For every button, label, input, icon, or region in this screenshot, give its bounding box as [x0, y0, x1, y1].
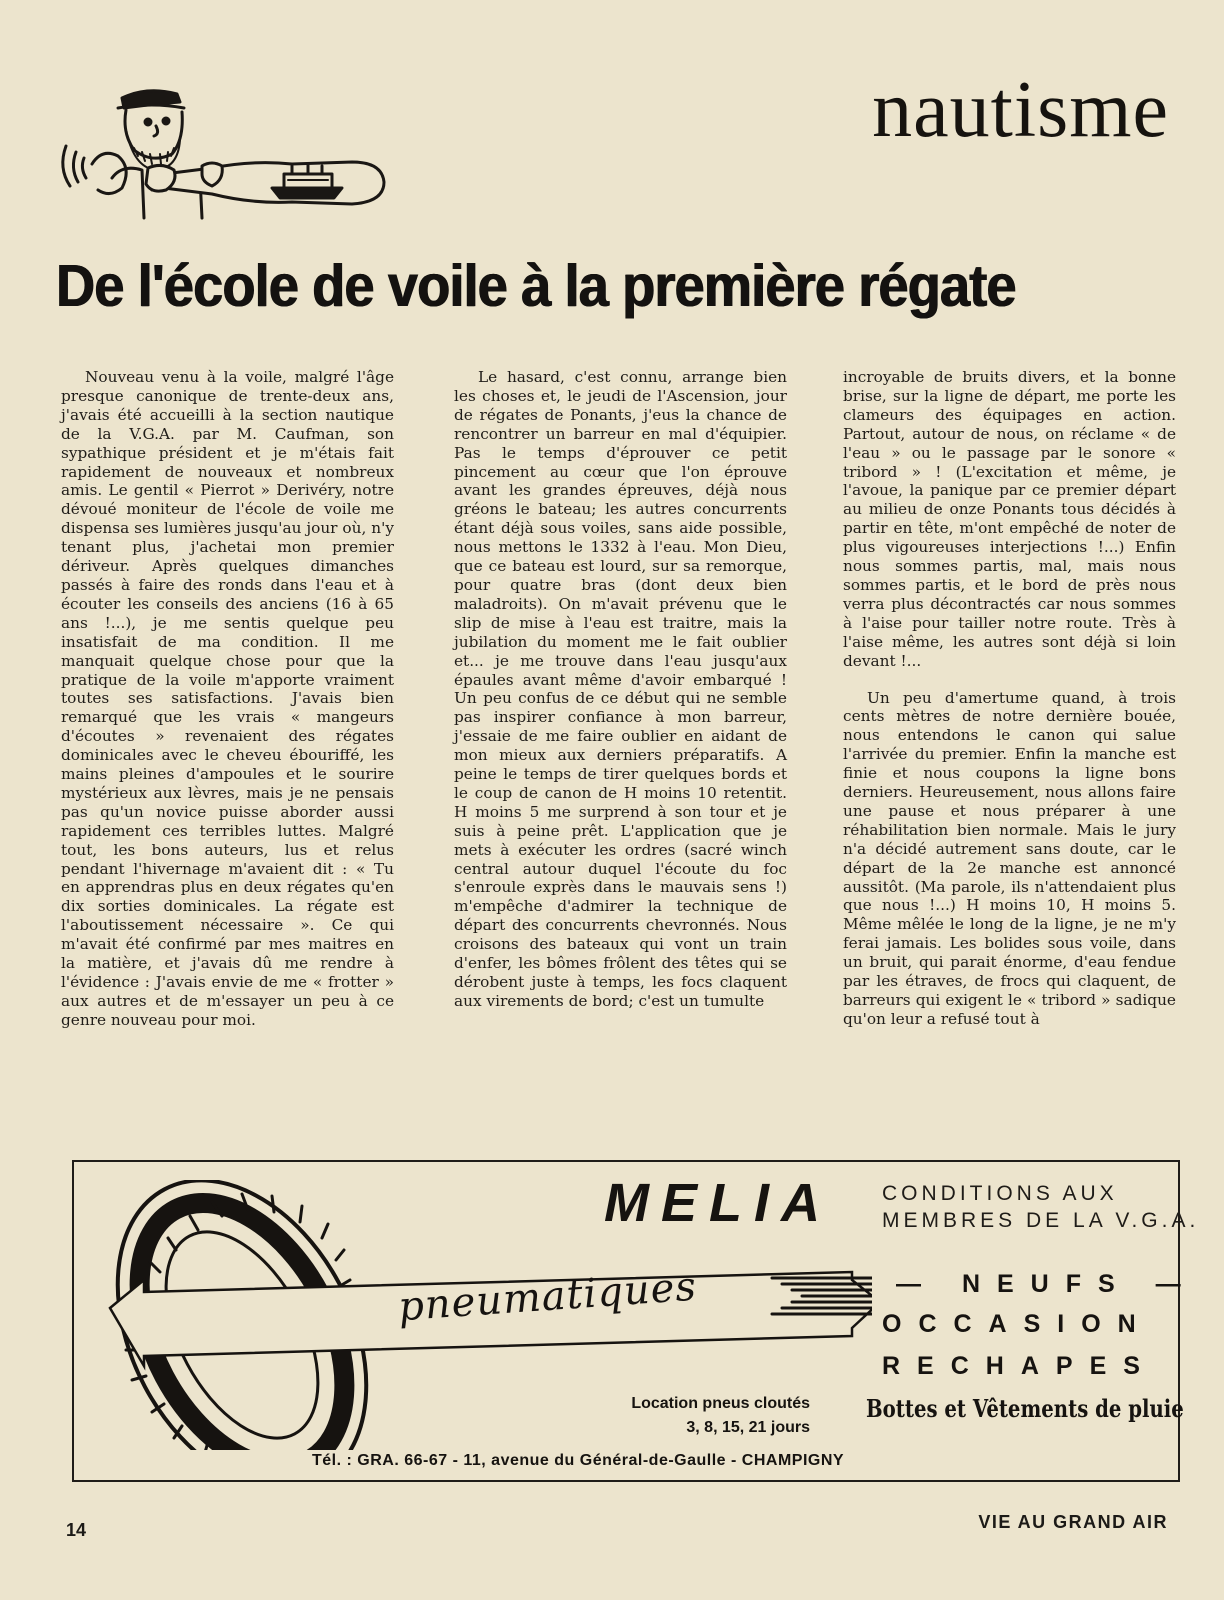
rental-info: [570, 1392, 810, 1440]
paragraph: Nouveau venu à la voile, malgré l'âge presque canonique de trente-deux ans, j'avais été accueilli à la section nautique de la V.G.A. par M. Caufman, son sypathique président et je m'étais fait rapidement de nouveaux et nombreux amis. Le gentil « Pierrot » Derivéry, notre dévoué moniteur de l'école de voile me dispensa ses lumières jusqu'au jour où, n'y tenant plus, j'achetai mon premier dériveur. Après quelques dimanches passés à faire des ronds dans l'eau et à écouter les conseils des anciens (16 à 65 ans !...), je me sentis quelque peu insatisfait de ma condition. Il me manquait quelque chose pour que la pratique de la voile m'apporte vraiment toutes ses satisfactions. J'avais bien remarqué que les vrais « mangeurs d'écoutes » revenaient des régates dominicales avec le cheveu ébouriffé, les mains pleines d'ampoules et le sourire mystérieux aux lèvres, mais je ne pensais pas qu'un novice puisse aborder aussi rapidement ces terribles luttes. Malgré tout, les bons auteurs, lus et relus pendant l'hivernage m'avaient dit : « Tu en apprendras plus en deux régates qu'en dix sorties dominicales. La régate est l'aboutissement nécessaire ». Ce qui m'avait été confirmé par mes maitres en la matière, et j'avais dû me rendre à l'évidence : J'avais envie de me « frotter » aux autres et de m'essayer un peu à ce genre nouveau pour moi.: [61, 368, 394, 1029]
contact-line: Tél. : GRA. 66-67 - 11, avenue du Général-de-Gaulle - CHAMPIGNY: [312, 1452, 845, 1469]
article-column-1: [61, 368, 394, 1030]
neufs-label: — NEUFS —: [896, 1270, 1198, 1298]
melia-advertisement: [72, 1160, 1200, 1482]
conditions-line-2: MEMBRES DE LA V.G.A.: [882, 1209, 1200, 1232]
paragraph: incroyable de bruits divers, et la bonne brise, sur la ligne de départ, me porte les clameurs des équipages en action. Partout, autour de nous, on réclame « de l'eau » ou le passage par le sonore « tribord » ! (L'excitation et même, je l'avoue, la panique par ce premier départ au milieu de onze Ponants tous décidés à partir en tête, m'ont empêché de noter de plus vigoureuses interjections !...) Enfin nous sommes partis, mal, mais nous sommes partis, et le bord de près nous verra plus décontractés car nous sommes à l'aise pour tailler notre route. Très à l'aise même, les autres sont déjà si loin devant !...: [843, 368, 1176, 670]
article-column-2: [454, 368, 787, 1011]
journal-name: VIE AU GRAND AIR: [978, 1512, 1168, 1532]
product-label: pneumatiques: [396, 1263, 699, 1331]
member-conditions: [882, 1180, 1200, 1234]
paragraph: Un peu d'amertume quand, à trois cents mètres de notre dernière bouée, nous entendons le canon qui salue l'arrivée du premier. Enfin la manche est finie et nous coupons la ligne bons derniers. Heureusement, nous allons faire une pause et nous préparer à une réhabilitation bien normale. Mais le jury n'a décidé autrement sans doute, car le départ de la 2e manche est annoncé aussitôt. (Ma parole, ils n'attendaient plus que nous !...) H moins 10, H moins 5. Même mêlée le long de la ligne, je ne m'y ferai jamais. Les bolides sous voile, dans un bruit, qui parait énorme, d'eau fendue par les étraves, de frocs qui claquent, de barreurs qui exigent le « tribord » sadique qu'on leur a refusé tout à: [843, 688, 1176, 1028]
sailor-bottle-illustration-icon: [52, 78, 397, 223]
rechapes-label: RECHAPES: [882, 1352, 1157, 1380]
conditions-line-1: CONDITIONS AUX: [882, 1182, 1118, 1205]
page-number: 14: [66, 1520, 87, 1540]
rental-line-1: Location pneus cloutés: [631, 1395, 810, 1412]
brand-name: MELIA: [604, 1173, 832, 1233]
occasion-label: OCCASION: [882, 1310, 1153, 1338]
section-title: nautisme: [872, 66, 1169, 154]
rental-line-2: 3, 8, 15, 21 jours: [686, 1419, 810, 1436]
article-column-3: [843, 368, 1176, 1029]
article-headline: De l'école de voile à la première régate: [56, 253, 1016, 319]
bottes-label: Bottes et Vêtements de pluie: [866, 1394, 1184, 1423]
paragraph: Le hasard, c'est connu, arrange bien les choses et, le jeudi de l'Ascension, jour de régates de Ponants, j'eus la chance de rencontrer un barreur en mal d'équipier. Pas le temps d'éprouver ce petit pincement au cœur que l'on éprouve avant les grandes épreuves, déjà nous gréons le bateau; les autres concurrents étant déjà sous voiles, sans aide possible, nous mettons le 1332 à l'eau. Mon Dieu, que ce bateau est lourd, sur sa remorque, pour quatre bras (dont deux bien maladroits). On m'avait prévenu que le slip de mise à l'eau est traitre, mais la jubilation du moment me le fait oublier et... je me trouve dans l'eau jusqu'aux épaules avant même d'avoir embarqué ! Un peu confus de ce début qui ne semble pas inspirer confiance à mon barreur, j'essaie de me faire oublier en aidant de mon mieux aux derniers préparatifs. A peine le temps de tirer quelques bords et le coup de canon de H moins 10 retentit. H moins 5 me surprend à son tour et je suis à peine prêt. L'application que je mets à exécuter les ordres (sacré winch central autour duquel l'écoute du foc s'enroule exprès dans le mauvais sens !) m'empêche d'admirer la technique de départ des concurrents chevronnés. Nous croisons des bateaux qui vont un train d'enfer, les bômes frôlent des têtes qui se dérobent juste à temps, les focs claquent aux virements de bord; c'est un tumulte: [454, 368, 787, 1010]
